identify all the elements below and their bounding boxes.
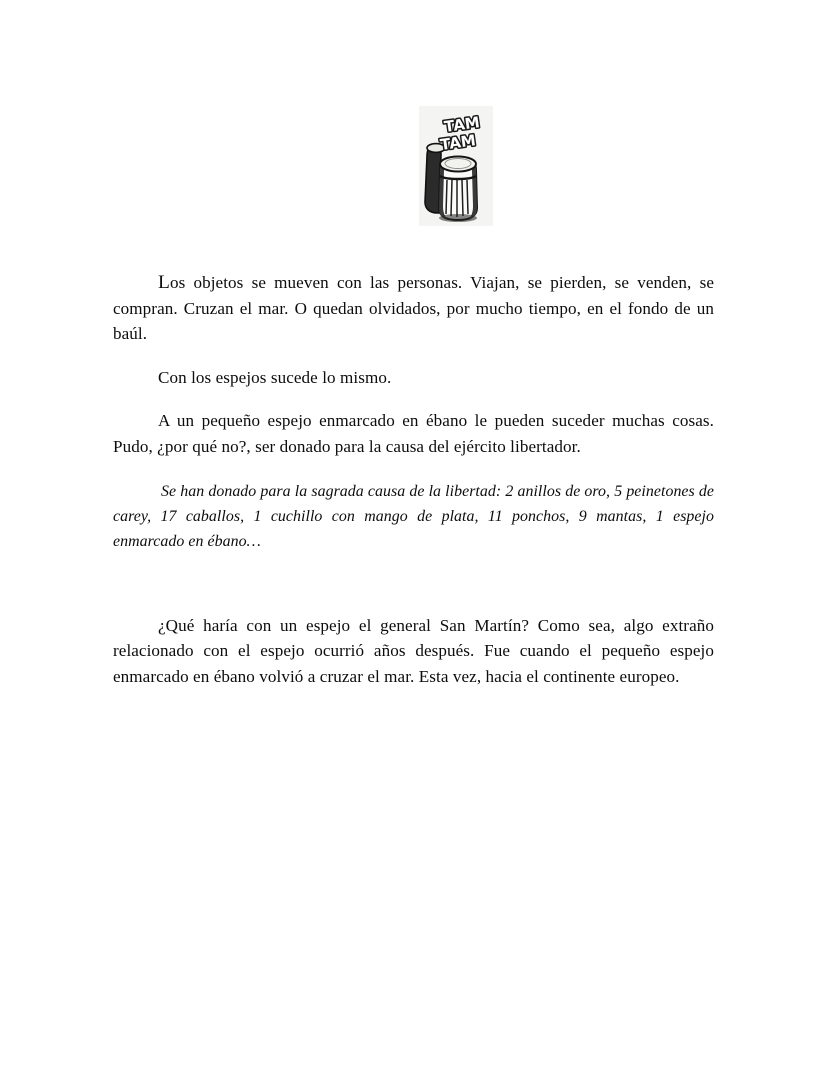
paragraph-5: ¿Qué haría con un espejo el general San Martín? Como sea, algo extraño relacionado con el espejo ocurrió años después. Fue cuando el pequeño espejo enmarcado en ébano volvió a cruzar el mar. Esta vez, hacia el continente europeo.: [113, 615, 714, 686]
tam-tam-drums-icon: [419, 106, 493, 226]
svg-text:TAM: TAM: [443, 113, 481, 136]
paragraph-1: [113, 270, 714, 347]
paragraph-2: Con los espejos sucede lo mismo.: [158, 367, 392, 387]
paragraph-3: A un pequeño espejo enmarcado en ébano le pueden suceder muchas cosas. Pudo, ¿por qué no?, ser donado para la causa del ejército libertador.: [113, 411, 714, 456]
figure-image-frame: [419, 106, 493, 226]
svg-text:TAM: TAM: [439, 131, 477, 154]
figure-tam-tam: [419, 106, 493, 226]
document-body: [113, 270, 714, 689]
paragraph-1-initial: L: [158, 272, 170, 293]
paragraph-4-quote: Se han donado para la sagrada causa de la libertad: 2 anillos de oro, 5 peinetones de carey, 17 caballos, 1 cuchillo con mango de plata, 11 ponchos, 9 mantas, 1 espejo enmarcado en ébano…: [113, 482, 714, 550]
paragraph-1-text: os objetos se mueven con las personas. Viajan, se pierden, se venden, se compran. Cruzan el mar. O quedan olvidados, por mucho tiempo, en el fondo de un baúl.: [113, 273, 714, 344]
